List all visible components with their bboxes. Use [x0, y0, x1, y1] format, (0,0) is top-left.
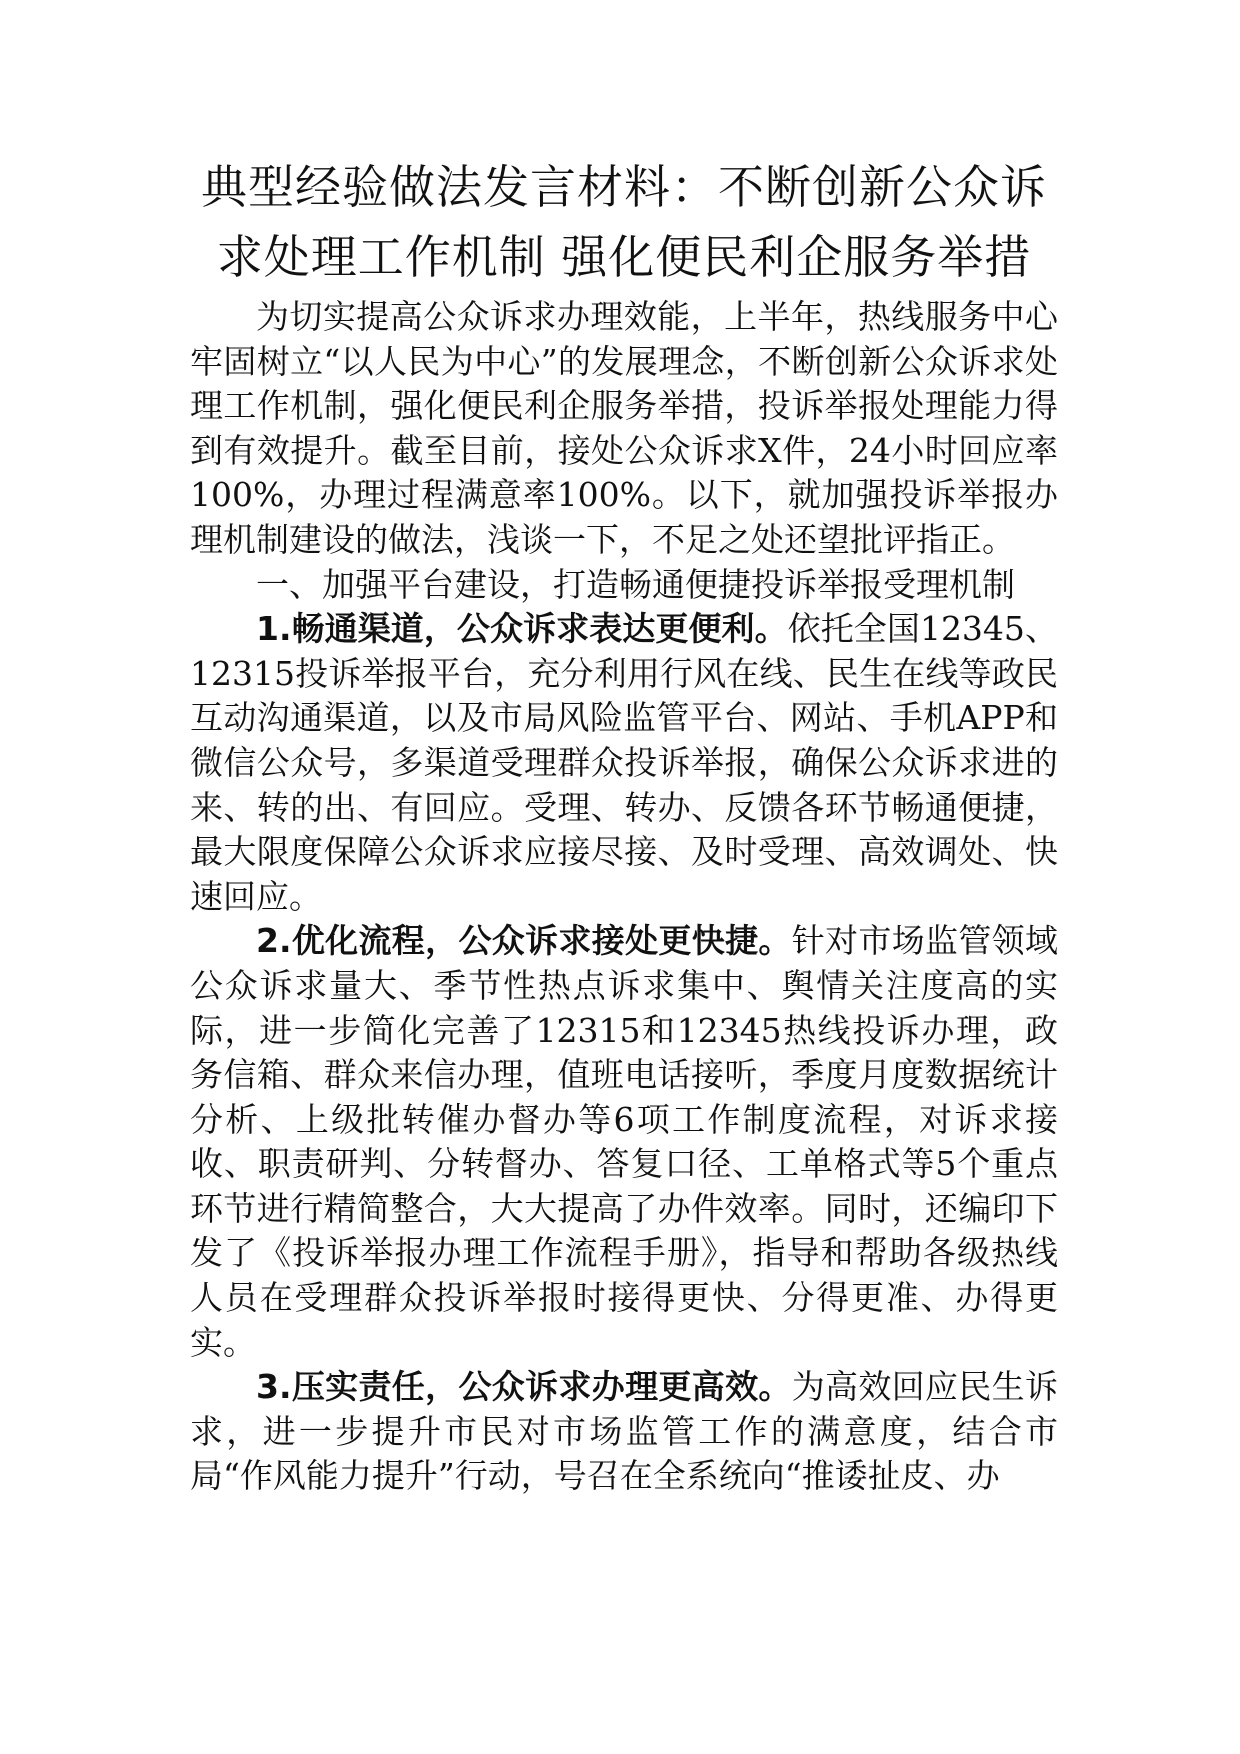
- title-line-2: 求处理工作机制 强化便民利企服务举措: [216, 230, 1032, 284]
- item-1-paragraph: [190, 607, 1058, 919]
- item-2-paragraph: [190, 919, 1058, 1365]
- item-3-paragraph: [190, 1365, 1058, 1499]
- item-3-text: 为高效回应民生诉求，进一步提升市民对市场监管工作的满意度，结合市局“作风能力提升”行动，号召在全系统向“推诿扯皮、办: [190, 1367, 1059, 1496]
- item-1-text: 依托全国12345、12315投诉举报平台，充分利用行风在线、民生在线等政民互动沟通渠道，以及市局风险监管平台、网站、手机APP和微信公众号，多渠道受理群众投诉举报，确保公众诉求进的来、转的出、有回应。受理、转办、反馈各环节畅通便捷，最大限度保障公众诉求应接尽接、及时受理、高效调处、快速回应。: [190, 609, 1058, 916]
- document-body: [190, 295, 1058, 1499]
- document-page: [190, 152, 1058, 1499]
- document-title: [190, 152, 1058, 292]
- intro-paragraph: 为切实提高公众诉求办理效能，上半年，热线服务中心牢固树立“以人民为中心”的发展理念，不断创新公众诉求处理工作机制，强化便民利企服务举措，投诉举报处理能力得到有效提升。截至目前，接处公众诉求X件，24小时回应率100%，办理过程满意率100%。以下，就加强投诉举报办理机制建设的做法，浅谈一下，不足之处还望批评指正。: [190, 297, 1058, 559]
- title-line-1: 典型经验做法发言材料：不断创新公众诉: [201, 160, 1047, 214]
- item-2-lead: 2.优化流程，公众诉求接处更快捷。: [256, 921, 792, 961]
- item-2-text: 针对市场监管领域公众诉求量大、季节性热点诉求集中、舆情关注度高的实际，进一步简化完善了12315和12345热线投诉办理，政务信箱、群众来信办理，值班电话接听，季度月度数据统计分析、上级批转催办督办等6项工作制度流程，对诉求接收、职责研判、分转督办、答复口径、工单格式等5个重点环节进行精简整合，大大提高了办件效率。同时，还编印下发了《投诉举报办理工作流程手册》，指导和帮助各级热线人员在受理群众投诉举报时接得更快、分得更准、办得更实。: [190, 921, 1059, 1362]
- item-1-lead: 1.畅通渠道，公众诉求表达更便利。: [256, 609, 788, 649]
- section-1-heading: 一、加强平台建设，打造畅通便捷投诉举报受理机制: [256, 564, 1015, 604]
- item-3-lead: 3.压实责任，公众诉求办理更高效。: [256, 1367, 792, 1407]
